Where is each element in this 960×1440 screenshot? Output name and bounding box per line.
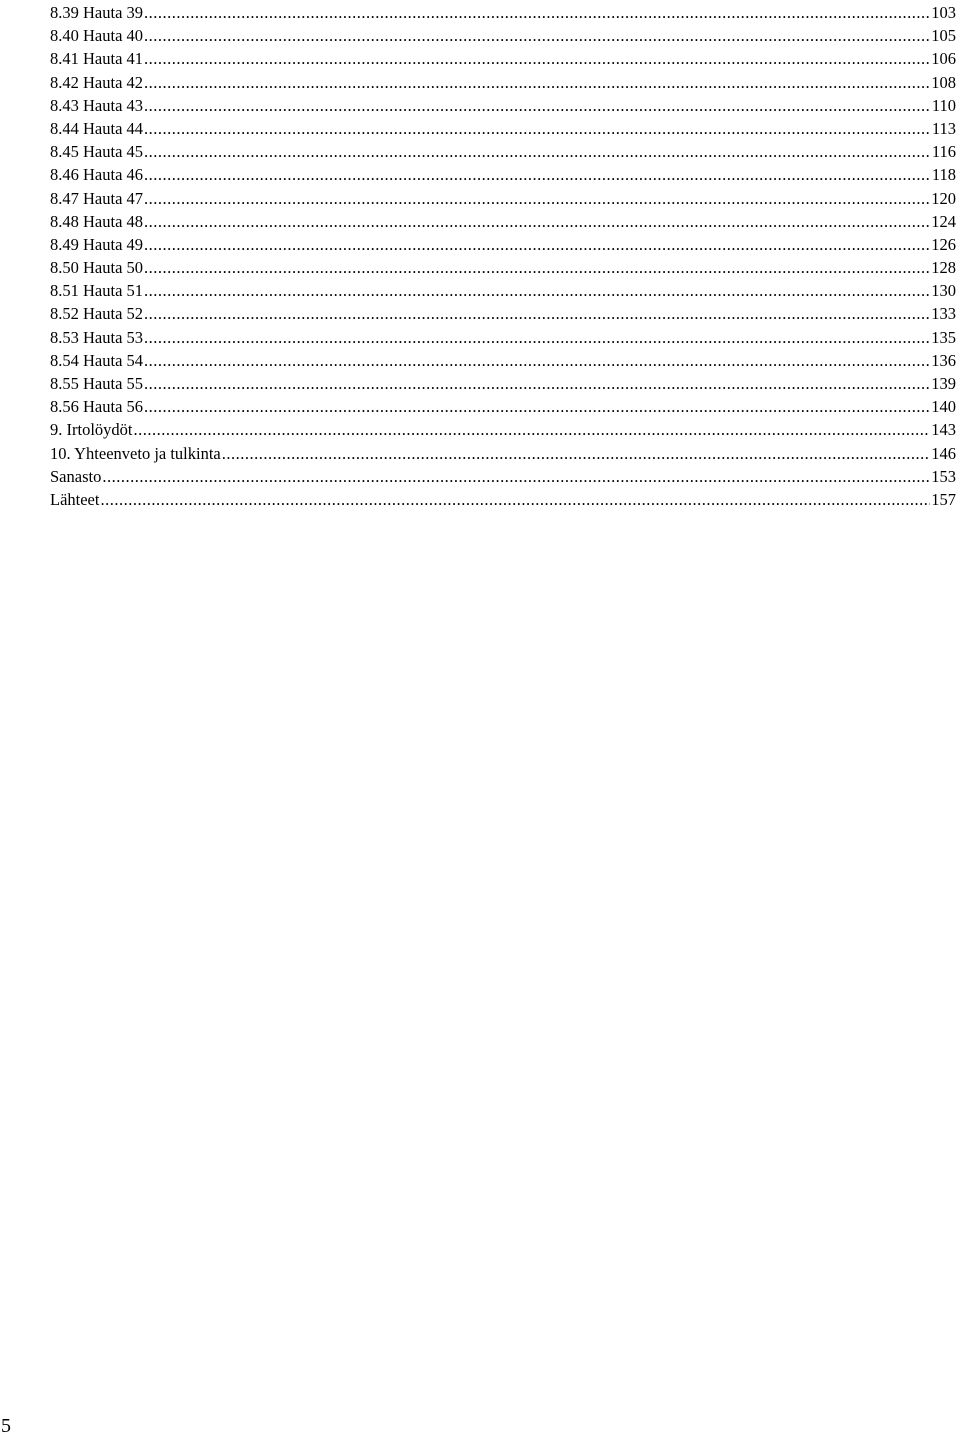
toc-entry[interactable]: [50, 71, 956, 94]
toc-dot-leader: [144, 94, 931, 117]
toc-entry-title: 8.42 Hauta 42: [50, 72, 144, 92]
toc-dot-leader: [144, 326, 930, 349]
toc-entry-title: 8.51 Hauta 51: [50, 281, 144, 301]
toc-dot-leader: [144, 117, 931, 140]
toc-entry-title: Sanasto: [50, 466, 102, 486]
toc-entry[interactable]: [50, 418, 956, 441]
toc-entry-page: 128: [931, 258, 956, 278]
toc-entry-title: 8.39 Hauta 39: [50, 3, 144, 22]
toc-dot-leader: [134, 418, 931, 441]
toc-entry-title: 8.48 Hauta 48: [50, 211, 144, 231]
toc-dot-leader: [144, 302, 930, 325]
toc-entry[interactable]: [50, 465, 956, 488]
toc-entry-page: 108: [931, 72, 956, 92]
toc-entry-page: 126: [931, 234, 956, 254]
toc-dot-leader: [144, 47, 930, 70]
toc-entry[interactable]: [50, 24, 956, 47]
toc-entry-page: 113: [931, 118, 956, 138]
toc-entry[interactable]: [50, 187, 956, 210]
toc-entry[interactable]: [50, 349, 956, 372]
toc-entry-title: 8.43 Hauta 43: [50, 95, 144, 115]
toc-dot-leader: [144, 256, 930, 279]
toc-entry-title: 8.52 Hauta 52: [50, 304, 144, 324]
toc-dot-leader: [100, 488, 930, 511]
toc-dot-leader: [144, 372, 930, 395]
toc-entry[interactable]: [50, 210, 956, 233]
toc-entry-title: 9. Irtolöydöt: [50, 420, 133, 440]
toc-entry-title: 8.44 Hauta 44: [50, 118, 144, 138]
toc-entry-page: 130: [931, 281, 956, 301]
toc-entry[interactable]: [50, 279, 956, 302]
toc-dot-leader: [144, 24, 930, 47]
toc-entry[interactable]: [50, 140, 956, 163]
toc-entry-page: 139: [931, 374, 956, 393]
toc-entry-title: Lähteet: [50, 489, 100, 509]
toc-entry[interactable]: [50, 326, 956, 349]
toc-entry-page: 116: [931, 142, 956, 162]
toc-entry[interactable]: [50, 94, 956, 117]
toc-dot-leader: [144, 395, 930, 418]
toc-entry-title: 8.54 Hauta 54: [50, 350, 144, 370]
toc-entry-page: 136: [931, 350, 956, 370]
toc-entry-page: 103: [931, 3, 956, 22]
toc-entry-page: 146: [931, 443, 956, 463]
toc-entry[interactable]: [50, 302, 956, 325]
toc-entry-page: 124: [931, 211, 956, 231]
toc-entry-title: 8.45 Hauta 45: [50, 142, 144, 162]
toc-entry[interactable]: [50, 395, 956, 418]
toc-entry-title: 8.50 Hauta 50: [50, 258, 144, 278]
toc-dot-leader: [102, 465, 930, 488]
toc-dot-leader: [144, 71, 930, 94]
toc-entry-page: 133: [931, 304, 956, 324]
toc-entry[interactable]: [50, 372, 956, 395]
toc-dot-leader: [144, 140, 931, 163]
toc-entry-title: 8.41 Hauta 41: [50, 49, 144, 69]
toc-entry-page: 157: [931, 489, 956, 509]
toc-dot-leader: [144, 1, 930, 24]
toc-entry[interactable]: [50, 233, 956, 256]
toc-entry-title: 8.47 Hauta 47: [50, 188, 144, 208]
toc-entry-page: 120: [931, 188, 956, 208]
toc-entry-page: 143: [931, 420, 956, 440]
toc-entry-page: 153: [931, 466, 956, 486]
toc-entry-title: 8.55 Hauta 55: [50, 374, 144, 393]
toc-entry-page: 105: [931, 26, 956, 46]
toc-entry[interactable]: [50, 256, 956, 279]
toc-entry-page: 140: [931, 397, 956, 417]
toc-dot-leader: [222, 442, 930, 465]
toc-dot-leader: [144, 210, 930, 233]
toc-entry-title: 8.53 Hauta 53: [50, 327, 144, 347]
toc-entry[interactable]: [50, 1, 956, 24]
toc-entry-page: 118: [931, 165, 956, 185]
toc-entry-title: 8.49 Hauta 49: [50, 234, 144, 254]
toc-entry-page: 110: [931, 95, 956, 115]
toc-dot-leader: [144, 233, 930, 256]
toc-dot-leader: [144, 187, 930, 210]
toc-entry[interactable]: [50, 442, 956, 465]
toc-entry-title: 10. Yhteenveto ja tulkinta: [50, 443, 221, 463]
toc-entry[interactable]: [50, 117, 956, 140]
toc-dot-leader: [144, 163, 931, 186]
toc-entry[interactable]: [50, 488, 956, 511]
toc-entry-page: 106: [931, 49, 956, 69]
table-of-contents: [50, 1, 956, 511]
toc-entry-title: 8.40 Hauta 40: [50, 26, 144, 46]
toc-entry-title: 8.56 Hauta 56: [50, 397, 144, 417]
toc-dot-leader: [144, 279, 930, 302]
toc-entry-title: 8.46 Hauta 46: [50, 165, 144, 185]
page-number: 5: [1, 1415, 11, 1437]
toc-entry-page: 135: [931, 327, 956, 347]
toc-entry[interactable]: [50, 163, 956, 186]
toc-dot-leader: [144, 349, 930, 372]
toc-entry[interactable]: [50, 47, 956, 70]
